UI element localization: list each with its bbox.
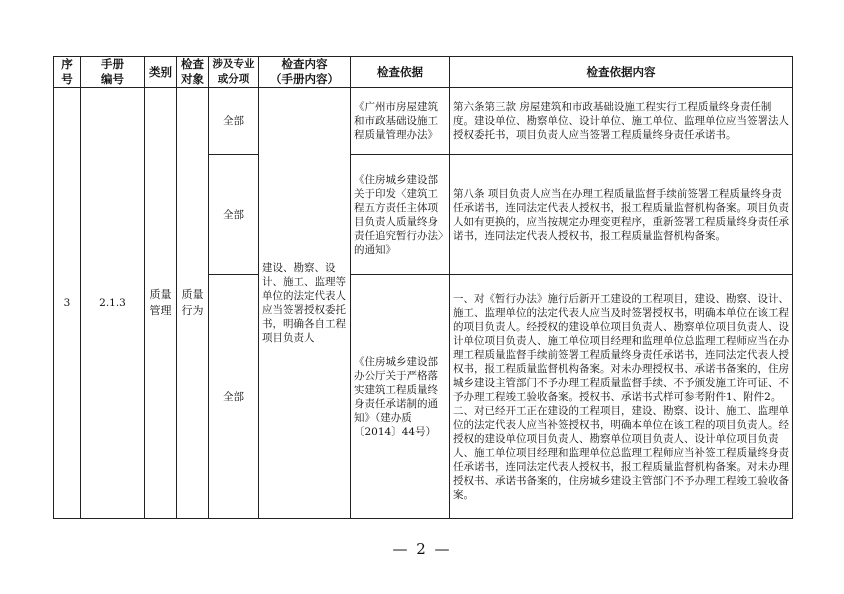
cell-basis-content-3: 一、对《暂行办法》施行后新开工建设的工程项目，建设、勘察、设计、施工、监理单位的法定代表人应当及时签署授权书，明确本单位在该工程的项目负责人。经授权的建设单位项目负责人、勘察单位项目负责人、设计单位项目负责人、施工单位项目经理和监理单位总监理工程师应当在办理工程质量监督手续前签署工程质量终身责任承诺书，连同法定代表人授权书，报工程质量监督机构备案。对未办理授权书、承诺书备案的，住房城乡建设主管部门不予办理工程质量监督手续、不予颁发施工许可证、不予办理工程竣工验收备案。授权书、承诺书式样可参考附件1、附件2。 二、对已经开工正在建设的工程项目，建设、勘察、设计、施工、监理单位的法定代表人应当补签授权书，明确本单位在该工程的项目负责人。经授权的建设单位项目负责人、勘察单位项目负责人、设计单位项目负责人、施工单位项目经理和监理单位总监理工程师应当补签工程质量终身责任承诺书，连同法定代表人授权书，报工程质量监督机构备案。对未办理授权书、承诺书备案的，住房城乡建设主管部门不予办理工程竣工验收备案。	[450, 275, 793, 519]
cell-content: 建设、勘察、设计、施工、监理等单位的法定代表人应当签署授权委托书，明确各自工程项目负责人	[259, 88, 351, 519]
header-specialty: 涉及专业 或分项	[209, 57, 259, 88]
cell-specialty-2: 全部	[209, 155, 259, 275]
header-object: 检查 对象	[177, 57, 209, 88]
header-content: 检查内容 （手册内容）	[259, 57, 351, 88]
header-row	[54, 57, 793, 88]
cell-manual-no: 2.1.3	[81, 88, 145, 519]
cell-category: 质量 管理	[145, 88, 177, 519]
inspection-table	[53, 56, 793, 519]
cell-specialty-3: 全部	[209, 275, 259, 519]
cell-object: 质量 行为	[177, 88, 209, 519]
cell-basis-content-1: 第六条第三款 房屋建筑和市政基础设施工程实行工程质量终身责任制度。建设单位、勘察单位、设计单位、施工单位、监理单位应当签署法人授权委托书，项目负责人应当签署工程质量终身责任承诺书。	[450, 88, 793, 155]
header-manual-no: 手册 编号	[81, 57, 145, 88]
cell-basis-3: 《住房城乡建设部办公厅关于严格落实建筑工程质量终身责任承诺制的通知》（建办质〔2014〕44号）	[351, 275, 450, 519]
cell-basis-content-2: 第八条 项目负责人应当在办理工程质量监督手续前签署工程质量终身责任承诺书，连同法定代表人授权书，报工程质量监督机构备案。项目负责人如有更换的，应当按规定办理变更程序，重新签署工程质量终身责任承诺书，连同法定代表人授权书，报工程质量监督机构备案。	[450, 155, 793, 275]
cell-no: 3	[54, 88, 81, 519]
header-basis-content: 检查依据内容	[450, 57, 793, 88]
cell-specialty-1: 全部	[209, 88, 259, 155]
table-row	[54, 88, 793, 155]
page-number: — 2 —	[392, 540, 452, 558]
cell-basis-1: 《广州市房屋建筑和市政基础设施工程质量管理办法》	[351, 88, 450, 155]
header-category: 类别	[145, 57, 177, 88]
header-no: 序 号	[54, 57, 81, 88]
cell-basis-2: 《住房城乡建设部关于印发〈建筑工程五方责任主体项目负责人质量终身责任追究暂行办法〉的通知》	[351, 155, 450, 275]
header-basis: 检查依据	[351, 57, 450, 88]
